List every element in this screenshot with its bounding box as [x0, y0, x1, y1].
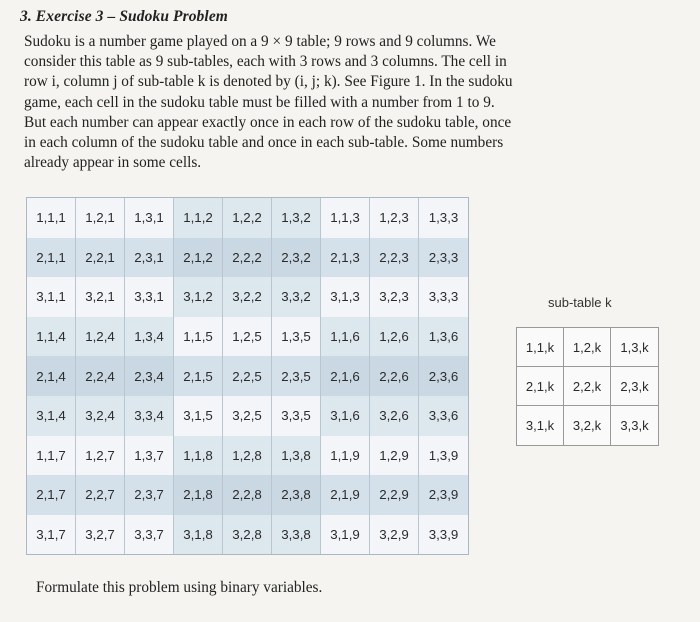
table-cell: 3,3,6 [419, 396, 468, 436]
table-cell: 3,3,9 [419, 515, 468, 555]
table-cell: 1,2,3 [370, 198, 419, 238]
table-cell: 1,2,2 [223, 198, 272, 238]
table-cell: 2,1,6 [321, 356, 370, 396]
table-cell: 1,3,3 [419, 198, 468, 238]
table-cell: 3,1,5 [174, 396, 223, 436]
sub-table-cell: 2,1,k [517, 367, 564, 406]
sudoku-table [26, 197, 469, 555]
table-cell: 2,3,8 [272, 475, 321, 515]
table-cell: 1,2,6 [370, 317, 419, 357]
sub-table-cell: 1,1,k [517, 328, 564, 367]
table-cell: 2,2,2 [223, 238, 272, 278]
table-cell: 3,3,2 [272, 277, 321, 317]
table-cell: 2,3,6 [419, 356, 468, 396]
table-cell: 3,2,8 [223, 515, 272, 555]
table-cell: 3,2,1 [76, 277, 125, 317]
table-cell: 1,1,2 [174, 198, 223, 238]
table-cell: 2,2,4 [76, 356, 125, 396]
table-cell: 2,1,1 [27, 238, 76, 278]
table-cell: 2,2,3 [370, 238, 419, 278]
table-cell: 3,3,1 [125, 277, 174, 317]
table-cell: 3,3,3 [419, 277, 468, 317]
table-cell: 1,3,5 [272, 317, 321, 357]
table-cell: 2,1,4 [27, 356, 76, 396]
table-cell: 3,1,4 [27, 396, 76, 436]
problem-text: Sudoku is a number game played on a 9 × 9 table; 9 rows and 9 columns. We consider this table as 9 sub-tables, each with 3 rows and 3 columns. The cell in row i, column j of sub-table k is denoted by (i, j; k). See Figure 1. In the sudoku game, each cell in the sudoku table must be filled with a number from 1 to 9. But each number can appear exactly once in each row of the sudoku table, once in each column of the sudoku table and once in each sub-table. Some numbers already appear in some cells. [24, 33, 513, 172]
table-cell: 1,3,2 [272, 198, 321, 238]
sub-table-cell: 1,2,k [564, 328, 611, 367]
table-cell: 2,1,5 [174, 356, 223, 396]
table-cell: 2,2,5 [223, 356, 272, 396]
table-cell: 2,2,1 [76, 238, 125, 278]
table-cell: 3,1,1 [27, 277, 76, 317]
table-cell: 2,3,7 [125, 475, 174, 515]
sub-table-cell: 3,3,k [620, 418, 649, 433]
sub-table-caption: sub-table k [548, 295, 612, 310]
table-cell: 2,3,4 [125, 356, 174, 396]
table-cell: 3,2,2 [223, 277, 272, 317]
sub-table-cell: 2,3,k [611, 367, 658, 406]
table-cell: 2,2,7 [76, 475, 125, 515]
table-cell: 1,1,9 [321, 436, 370, 476]
table-cell: 2,3,3 [419, 238, 468, 278]
table-cell: 2,2,9 [370, 475, 419, 515]
table-cell: 3,2,7 [76, 515, 125, 555]
table-cell: 1,3,7 [125, 436, 174, 476]
table-cell: 3,1,9 [321, 515, 370, 555]
table-cell: 2,1,3 [321, 238, 370, 278]
sub-table-cell: 1,3,k [611, 328, 658, 367]
table-cell: 3,2,6 [370, 396, 419, 436]
table-cell: 1,3,1 [125, 198, 174, 238]
table-cell: 3,2,3 [370, 277, 419, 317]
table-cell: 1,1,1 [27, 198, 76, 238]
exercise-heading: 3. Exercise 3 – Sudoku Problem [20, 8, 228, 25]
table-cell: 2,3,9 [419, 475, 468, 515]
table-cell: 1,2,4 [76, 317, 125, 357]
table-cell: 1,2,8 [223, 436, 272, 476]
table-cell: 3,2,9 [370, 515, 419, 555]
table-cell: 3,2,5 [223, 396, 272, 436]
table-cell: 2,1,2 [174, 238, 223, 278]
table-cell: 1,3,4 [125, 317, 174, 357]
table-cell: 2,1,8 [174, 475, 223, 515]
table-cell: 1,3,6 [419, 317, 468, 357]
table-cell: 2,3,2 [272, 238, 321, 278]
table-cell: 1,1,3 [321, 198, 370, 238]
table-cell: 3,2,4 [76, 396, 125, 436]
table-cell: 3,3,7 [125, 515, 174, 555]
table-cell: 2,3,1 [125, 238, 174, 278]
table-cell: 1,2,7 [76, 436, 125, 476]
table-cell: 1,2,1 [76, 198, 125, 238]
table-cell: 3,1,7 [27, 515, 76, 555]
table-cell: 1,1,8 [174, 436, 223, 476]
table-cell: 2,2,8 [223, 475, 272, 515]
table-cell: 3,1,8 [174, 515, 223, 555]
table-cell: 2,2,6 [370, 356, 419, 396]
table-cell: 2,1,7 [27, 475, 76, 515]
table-cell: 3,1,3 [321, 277, 370, 317]
table-cell: 3,1,2 [174, 277, 223, 317]
table-cell: 1,1,4 [27, 317, 76, 357]
sub-table [516, 327, 659, 446]
table-cell: 1,3,9 [419, 436, 468, 476]
sub-table-cell: 3,1,k [517, 406, 564, 445]
table-cell: 2,3,5 [272, 356, 321, 396]
sub-table-cell: 3,2,k [564, 406, 611, 445]
table-cell: 1,3,8 [272, 436, 321, 476]
table-cell: 1,1,6 [321, 317, 370, 357]
table-cell: 3,1,6 [321, 396, 370, 436]
table-cell: 3,3,4 [125, 396, 174, 436]
table-cell: 1,1,7 [27, 436, 76, 476]
table-cell: 1,2,9 [370, 436, 419, 476]
table-cell: 1,1,5 [174, 317, 223, 357]
table-cell: 2,1,9 [321, 475, 370, 515]
table-cell: 1,2,5 [223, 317, 272, 357]
footer-instruction: Formulate this problem using binary variables. [36, 579, 323, 596]
table-cell: 3,3,8 [272, 515, 321, 555]
sub-table-cell: 2,2,k [564, 367, 611, 406]
table-cell: 3,3,5 [272, 396, 321, 436]
